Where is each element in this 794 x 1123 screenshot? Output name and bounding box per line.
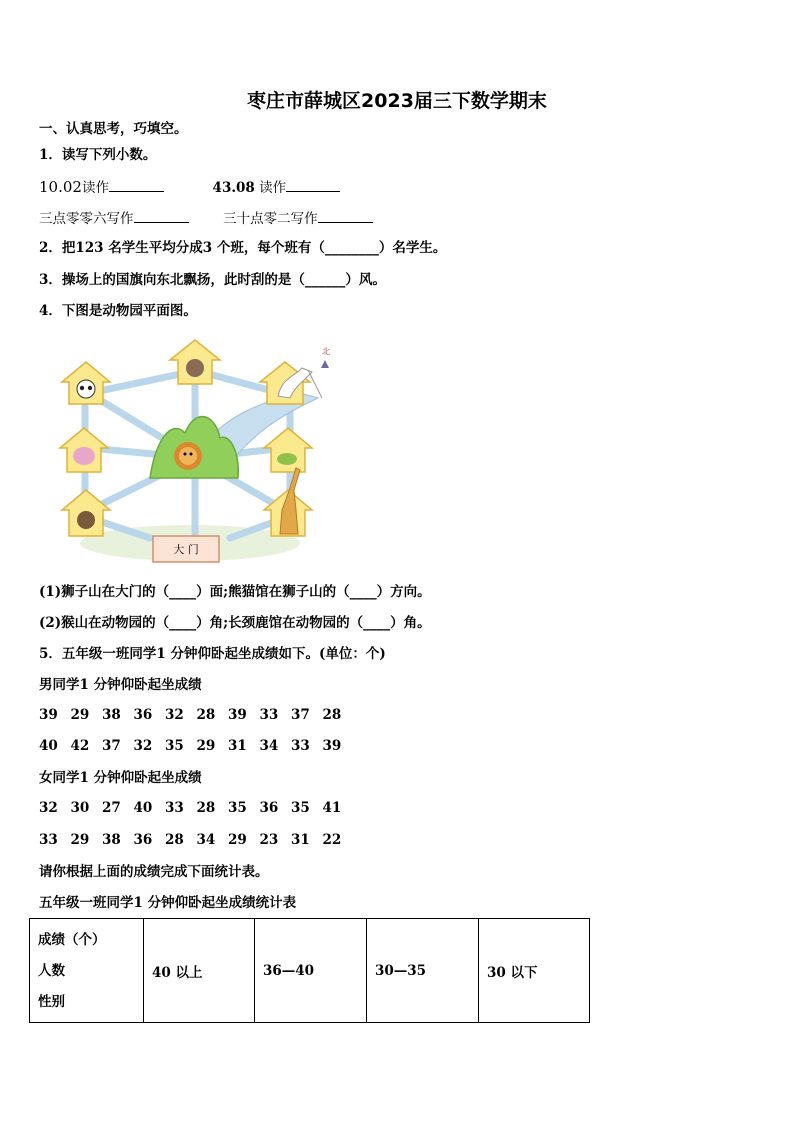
question-4-sub1: (1)狮子山在大门的（____）面;熊猫馆在狮子山的（____）方向。: [39, 584, 431, 600]
decimal-a: 10.02: [39, 178, 82, 196]
panda-icon: [77, 380, 95, 398]
chimp-icon: [77, 511, 95, 529]
question-1-row-a: 10.02读作 43.08 读作: [39, 177, 340, 197]
house-monkey: [170, 340, 220, 384]
house-elephant: [60, 428, 108, 472]
lion-icon: [174, 442, 202, 470]
table-title: 五年级一班同学1 分钟仰卧起坐成绩统计表: [39, 895, 297, 911]
north-label: 北: [322, 347, 330, 356]
elephant-icon: [73, 447, 95, 465]
north-arrow-icon: [321, 360, 329, 368]
table-col-header: 30—35: [366, 919, 478, 1023]
table-header-cell: 成绩（个） 人数 性别: [30, 919, 144, 1023]
question-1-row-b: 三点零零六写作 三十点零二写作: [39, 208, 373, 228]
girls-row-2: 33 29 38 36 28 34 29 23 31 22: [39, 832, 342, 848]
section-heading: 一、认真思考，巧填空。: [39, 121, 188, 137]
table-row: [30, 919, 590, 1023]
page-title: 枣庄市薛城区2023届三下数学期末: [247, 90, 547, 112]
question-5-label: 5．五年级一班同学1 分钟仰卧起坐成绩如下。(单位：个): [39, 646, 386, 662]
house-fish: [264, 428, 312, 472]
answer-blank[interactable]: [109, 177, 164, 192]
question-3: 3．操场上的国旗向东北飘扬，此时刮的是（______）风。: [39, 272, 386, 288]
decimal-b: 43.08: [212, 180, 255, 196]
zoo-map: [50, 338, 340, 568]
girls-row-1: 32 30 27 40 33 28 35 36 35 41: [39, 800, 342, 816]
gate-label: 大 门: [173, 543, 199, 556]
house-panda: [62, 362, 110, 404]
question-1-label: 1．读写下列小数。: [39, 147, 157, 163]
question-4-sub2: (2)猴山在动物园的（____）角;长颈鹿馆在动物园的（____）角。: [39, 615, 431, 631]
house-chimp: [62, 490, 110, 536]
table-col-header: 30 以下: [479, 919, 590, 1023]
girls-title: 女同学1 分钟仰卧起坐成绩: [39, 770, 202, 786]
table-col-header: 40 以上: [144, 919, 255, 1023]
fish-icon: [277, 453, 297, 465]
stat-table: [29, 918, 590, 1023]
answer-blank[interactable]: [286, 177, 340, 192]
monkey-icon: [186, 359, 204, 377]
answer-blank[interactable]: [318, 208, 373, 223]
question-2: 2．把123 名学生平均分成3 个班，每个班有（________）名学生。: [39, 240, 447, 256]
answer-blank[interactable]: [134, 208, 189, 223]
boys-row-1: 39 29 38 36 32 28 39 33 37 28: [39, 707, 342, 723]
question-5-instruction: 请你根据上面的成绩完成下面统计表。: [39, 864, 269, 880]
boys-title: 男同学1 分钟仰卧起坐成绩: [39, 677, 202, 693]
question-4-label: 4．下图是动物园平面图。: [39, 303, 197, 319]
table-col-header: 36—40: [254, 919, 366, 1023]
boys-row-2: 40 42 37 32 35 29 31 34 33 39: [39, 738, 342, 754]
